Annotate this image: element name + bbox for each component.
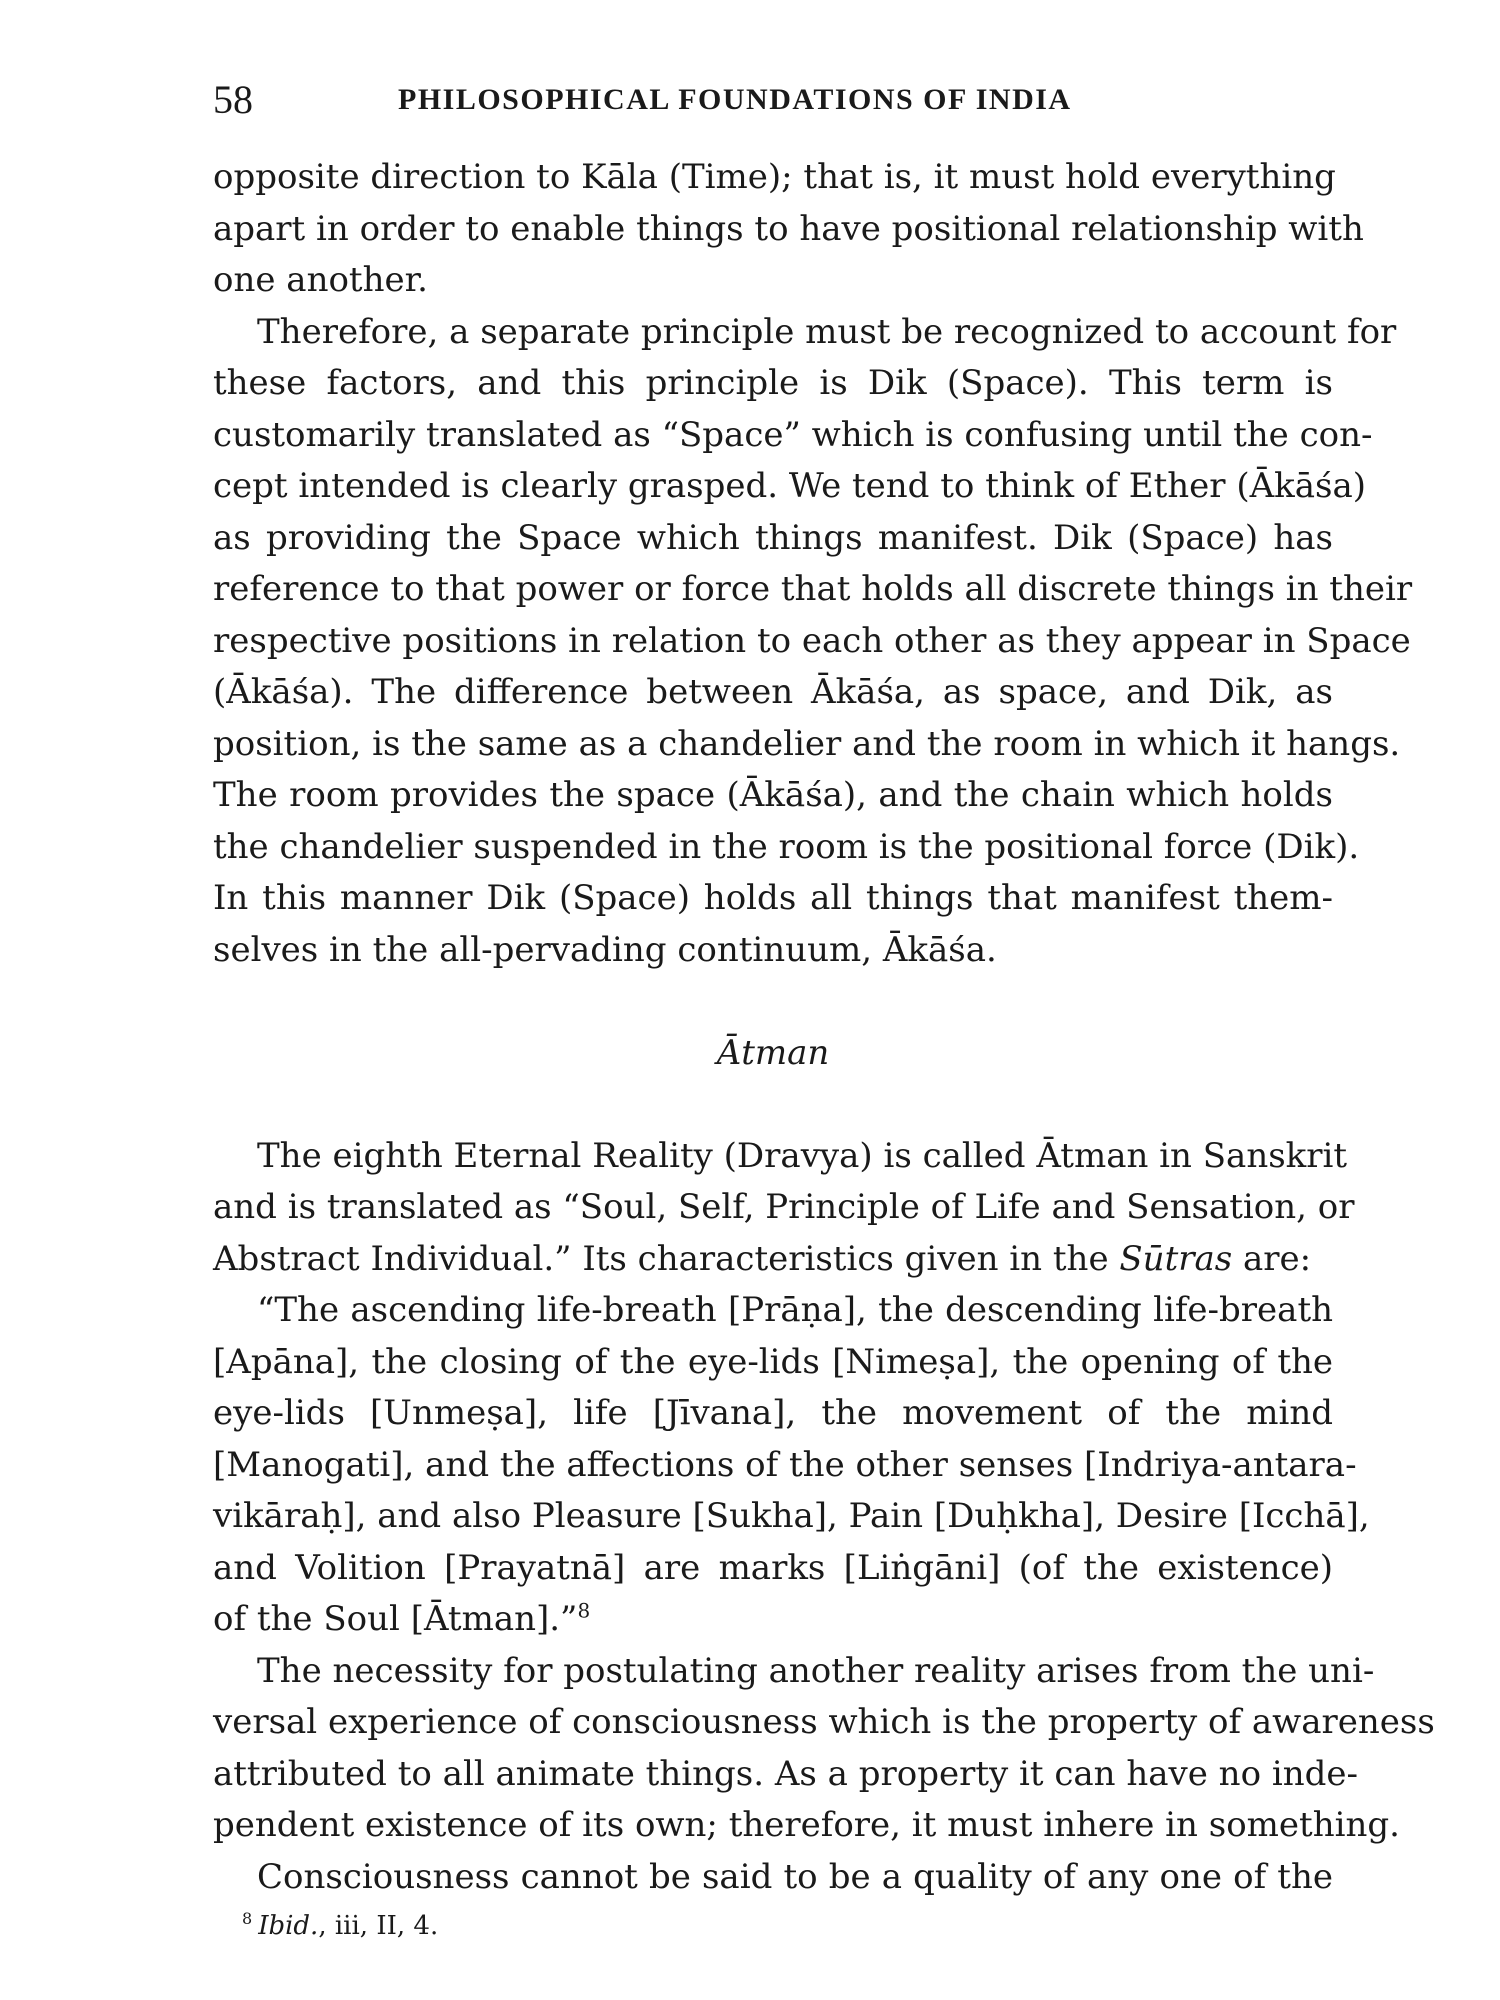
text-line: as providing the Space which things manifest. Dik (Space) has [213, 517, 1333, 558]
text-line: Therefore, a separate principle must be recognized to account for [257, 311, 1397, 352]
body-text [213, 152, 1435, 1903]
text-line: reference to that power or force that holds all discrete things in their [213, 569, 1413, 609]
text-line: opposite direction to Kāla (Time); that is, it must hold everything [213, 157, 1336, 197]
section-spacer [213, 1079, 1333, 1131]
text-run: Abstract Individual.” Its characteristics given in the [213, 1238, 1120, 1279]
running-head-title: PHILOSOPHICAL FOUNDATIONS OF INDIA [398, 83, 1072, 116]
text-line: apart in order to enable things to have positional relationship with [213, 208, 1364, 249]
text-line: The eighth Eternal Reality (Dravya) is called Ātman in Sanskrit [257, 1135, 1348, 1176]
quote-line: “The ascending life-breath [Prāṇa], the descending life-breath [257, 1290, 1333, 1330]
italic-term: Sūtras [1119, 1238, 1233, 1279]
page-number: 58 [213, 77, 253, 122]
text-line: selves in the all-pervading continuum, Ākāśa. [213, 929, 997, 970]
text-line: pendent existence of its own; therefore, it must inhere in something. [213, 1805, 1400, 1845]
footnote-reference-text: , iii, II, 4. [318, 1911, 439, 1941]
quote-line: vikāraḥ], and also Pleasure [Sukha], Pain [Duḥkha], Desire [Icchā], [213, 1496, 1370, 1536]
footnote-reference[interactable]: 8 [577, 1598, 591, 1623]
text-line [213, 1234, 1333, 1286]
text-line: respective positions in relation to each other as they appear in Space [213, 620, 1411, 661]
text-line: customarily translated as “Space” which is confusing until the con- [213, 414, 1373, 455]
footnote-source: Ibid. [258, 1911, 319, 1941]
text-line: Consciousness cannot be said to be a quality of any one of the [257, 1856, 1333, 1897]
running-head [213, 75, 1333, 125]
text-line: (Ākāśa). The difference between Ākāśa, as space, and Dik, as [213, 672, 1333, 712]
quote-line: [Apāna], the closing of the eye-lids [Nimeṣa], the opening of the [213, 1341, 1333, 1382]
quote-line: and Volition [Prayatnā] are marks [Liṅgāni] (of the existence) [213, 1547, 1333, 1588]
text-line: position, is the same as a chandelier and the room in which it hangs. [213, 723, 1401, 764]
text-line: attributed to all animate things. As a property it can have no inde- [213, 1753, 1358, 1794]
section-spacer [213, 976, 1333, 1028]
text-run: of the Soul [Ātman].” [213, 1599, 578, 1639]
text-line: The necessity for postulating another reality arises from the uni- [257, 1650, 1375, 1691]
footnote-marker: 8 [242, 1909, 253, 1929]
text-line: The room provides the space (Ākāśa), and the chain which holds [213, 775, 1333, 815]
section-heading: Ātman [716, 1032, 830, 1073]
quote-line: [Manogati], and the affections of the other senses [Indriya-antara- [213, 1444, 1357, 1485]
text-line: versal experience of consciousness which is the property of awareness [213, 1702, 1435, 1742]
text-line: the chandelier suspended in the room is the positional force (Dik). [213, 826, 1360, 867]
text-line: In this manner Dik (Space) holds all things that manifest them- [213, 878, 1333, 918]
text-line: and is translated as “Soul, Self, Principle of Life and Sensation, or [213, 1187, 1355, 1227]
text-line: cept intended is clearly grasped. We tend to think of Ether (Ākāśa) [213, 466, 1367, 506]
text-run: are: [1232, 1238, 1312, 1279]
text-line: these factors, and this principle is Dik (Space). This term is [213, 363, 1333, 403]
quote-line: eye-lids [Unmeṣa], life [Jīvana], the movement of the mind [213, 1393, 1333, 1433]
footnote [242, 1906, 438, 1946]
quote-line [213, 1594, 1333, 1646]
text-line: one another. [213, 260, 428, 300]
